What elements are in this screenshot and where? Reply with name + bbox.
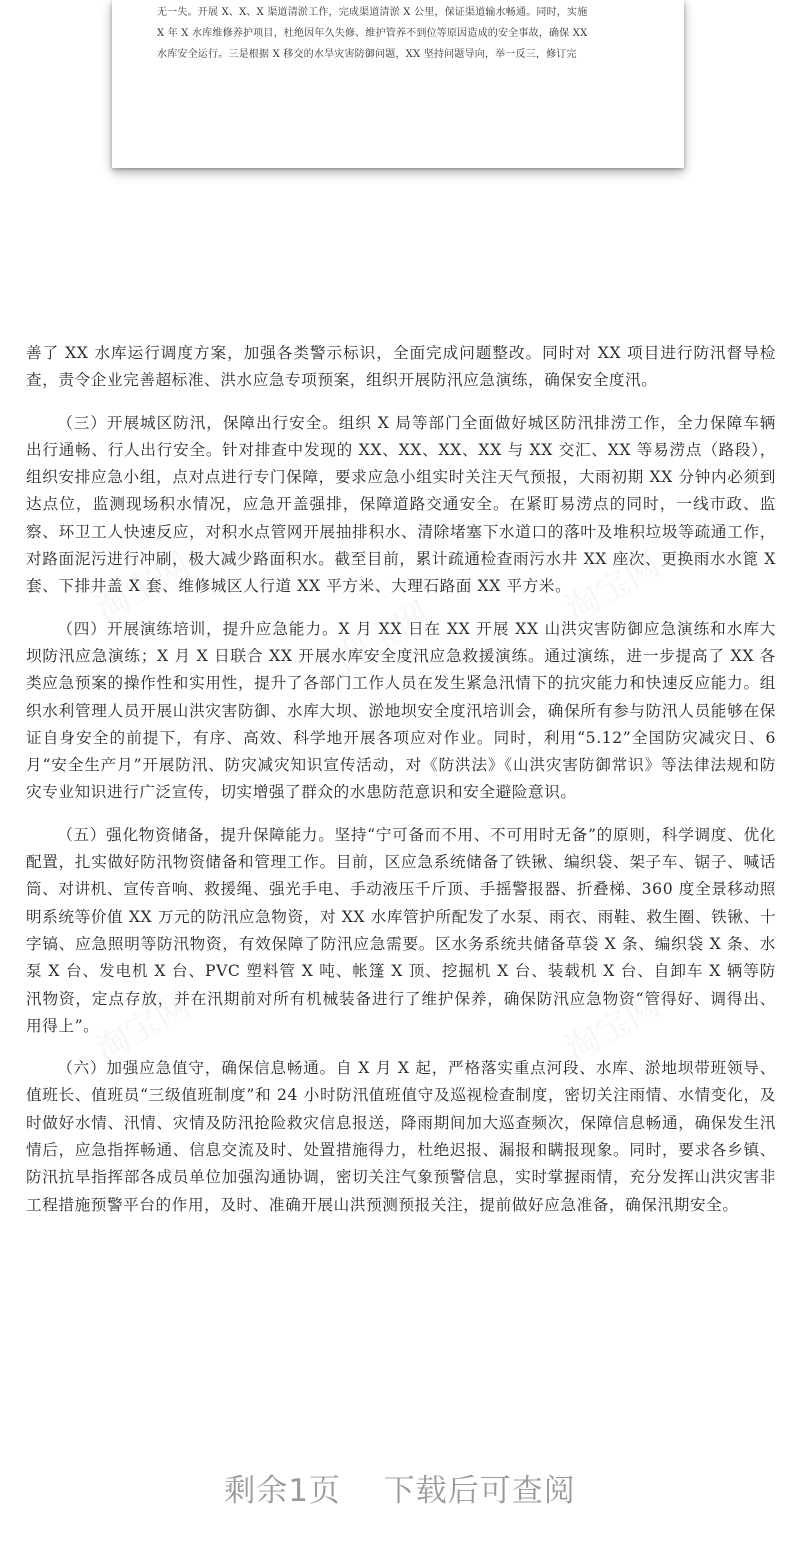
- watermark: 淘宝网: [558, 984, 667, 1071]
- preview-line: X 年 X 水库维修养护项目，杜绝因年久失修、维护管养不到位等原因造成的安全事故，确保 XX: [157, 28, 588, 39]
- paragraph: （六）加强应急值守，确保信息畅通。自 X 月 X 起，严格落实重点河段、水库、淤地坝带班领导、值班长、值班员“三级值班制度”和 24 小时防汛值班值守及巡视检查制度，密切关注雨情、水情变化，及时做好水情、汛情、灾情及防汛抢险救灾信息报送，降雨期间加大巡查频次，保障信息畅通，确保发生汛情后，应急指挥畅通、信息交流及时、处置措施得力，杜绝迟报、漏报和瞒报现象。同时，要求各乡镇、防汛抗旱指挥部各成员单位加强沟通协调，密切关注气象预警信息，实时掌握雨情，充分发挥山洪灾害非工程措施预警平台的作用，及时、准确开展山洪预测预报关注，提前做好应急准备，确保汛期安全。: [26, 1059, 776, 1214]
- watermark: 淘宝网: [558, 544, 667, 631]
- download-hint-label: 下载后可查阅: [383, 1473, 576, 1509]
- watermark: 淘宝网: [328, 594, 437, 681]
- watermark: 淘宝网: [88, 984, 197, 1071]
- paragraph: （三）开展城区防汛，保障出行安全。组织 X 局等部门全面做好城区防汛排涝工作，全力保障车辆出行通畅、行人出行安全。针对排查中发现的 XX、XX、XX、XX 与 XX 交汇、XX 等易涝点（路段），组织安排应急小组，点对点进行专门保障，要求应急小组实时关注天气预报，大雨初期 XX 分钟内必须到达点位，监测现场积水情况，应急开盖强排，保障道路交通安全。在紧盯易涝点的同时，一线市政、监察、环卫工人快速反应，对积水点管网开展抽排积水、清除堵塞下水道口的落叶及堆积垃圾等疏通工作，对路面泥污进行冲刷，极大减少路面积水。截至目前，累计疏通检查雨污水井 XX 座次、更换雨水水篦 X 套、下排井盖 X 套、维修城区人行道 XX 平方米、大理石路面 XX 平方米。: [26, 413, 776, 596]
- paragraph: （四）开展演练培训，提升应急能力。X 月 XX 日在 XX 开展 XX 山洪灾害防御应急演练和水库大坝防汛应急演练；X 月 X 日联合 XX 开展水库安全度汛应急救援演练。通过演练，进一步提高了 XX 各类应急预案的操作性和实用性，提升了各部门工作人员在发生紧急汛情下的抗灾能力和快速反应能力。组织水利管理人员开展山洪灾害防御、水库大坝、淤地坝安全度汛培训会，确保所有参与防汛人员能够在保证自身安全的前提下，有序、高效、科学地开展各项应对作业。同时，利用“5.12”全国防灾减灾日、6 月“安全生产月”开展防汛、防灾减灾知识宣传活动，对《防洪法》《山洪灾害防御常识》等法律法规和防灾专业知识进行广泛宣传，切实增强了群众的水患防范意识和安全避险意识。: [26, 619, 776, 802]
- page-preview-card: [112, 0, 684, 168]
- remaining-pages-label: 剩余1页: [224, 1473, 341, 1509]
- paragraph: （五）强化物资储备，提升保障能力。坚持“宁可备而不用、不可用时无备”的原则，科学调度、优化配置，扎实做好防汛物资储备和管理工作。目前，区应急系统储备了铁锹、编织袋、架子车、锯子、喊话筒、对讲机、宣传音响、救援绳、强光手电、手动液压千斤顶、手摇警报器、折叠梯、360 度全景移动照明系统等价值 XX 万元的防汛应急物资，对 XX 水库管护所配发了水泵、雨衣、雨鞋、救生圈、铁锹、十字镐、应急照明等防汛物资，有效保障了防汛应急需要。区水务系统共储备草袋 X 条、编织袋 X 条、水泵 X 台、发电机 X 台、PVC 塑料管 X 吨、帐篷 X 顶、挖掘机 X 台、装载机 X 台、自卸车 X 辆等防汛物资，定点存放，并在汛期前对所有机械装备进行了维护保养，确保防汛应急物资“管得好、调得出、用得上”。: [26, 825, 776, 1035]
- preview-line: 水库安全运行。三是根据 X 移交的水旱灾害防御问题，XX 坚持问题导向，举一反三，修订完: [157, 49, 577, 60]
- document-body: [26, 340, 776, 1234]
- preview-line: 无一失。开展 X、X、X 渠道清淤工作，完成渠道清淤 X 公里，保证渠道输水畅通。同时，实施: [157, 7, 588, 18]
- remaining-pages-notice[interactable]: [0, 1465, 800, 1510]
- watermark: 淘宝网: [88, 544, 197, 631]
- paragraph: 善了 XX 水库运行调度方案，加强各类警示标识，全面完成问题整改。同时对 XX 项目进行防汛督导检查，责令企业完善超标准、洪水应急专项预案，组织开展防汛应急演练，确保安全度汛。: [26, 344, 776, 390]
- preview-text: [157, 2, 645, 65]
